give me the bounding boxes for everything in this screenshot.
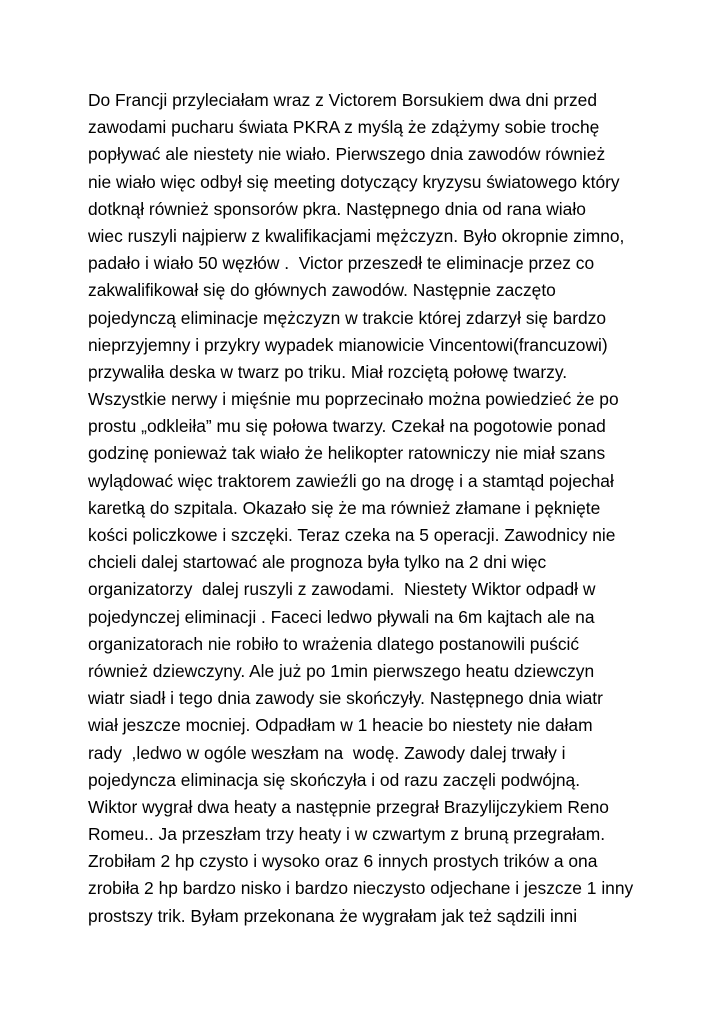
- text-line: przywaliła deska w twarz po triku. Miał rozciętą połowę twarzy.: [88, 361, 568, 382]
- text-line: kości policzkowe i szczęki. Teraz czeka na 5 operacji. Zawodnicy nie: [88, 525, 616, 545]
- text-line: również dziewczyny. Ale już po 1min pierwszego heatu dziewczyn: [88, 660, 595, 681]
- text-line: wiec ruszyli najpierw z kwalifikacjami mężczyzn. Było okropnie zimno,: [88, 225, 625, 246]
- text-line: prostszy trik. Byłam przekonana że wygrałam jak też sądzili inni: [88, 905, 578, 926]
- text-line: pojedyncza eliminacja się skończyła i od razu zaczęli podwójną.: [88, 769, 581, 790]
- text-line: Wszystkie nerwy i mięśnie mu poprzecinało można powiedzieć że po: [88, 389, 619, 410]
- text-line: wiatr siadł i tego dnia zawody sie skończyły. Następnego dnia wiatr: [88, 688, 603, 709]
- text-line: karetką do szpitala. Okazało się że ma również złamane i pęknięte: [88, 497, 601, 518]
- text-line: rady ,ledwo w ogóle weszłam na wodę. Zawody dalej trwały i: [88, 742, 566, 763]
- text-line: organizatorach nie robiło to wrażenia dlatego postanowili puścić: [88, 633, 580, 654]
- text-line: organizatorzy dalej ruszyli z zawodami. Niestety Wiktor odpadł w: [88, 579, 596, 600]
- text-line: padało i wiało 50 węzłów . Victor przeszedł te eliminacje przez co: [88, 253, 595, 274]
- text-line: chcieli dalej startować ale prognoza była tylko na 2 dni więc: [88, 552, 547, 573]
- text-line: zakwalifikował się do głównych zawodów. Następnie zaczęto: [88, 280, 556, 301]
- text-line: zawodami pucharu świata PKRA z myślą że zdążymy sobie trochę: [88, 117, 600, 138]
- text-line: godzinę ponieważ tak wiało że helikopter ratowniczy nie miał szans: [88, 443, 606, 464]
- text-line: prostu „odkleiła” mu się połowa twarzy. Czekał na pogotowie ponad: [88, 416, 606, 437]
- text-line: Do Francji przyleciałam wraz z Victorem Borsukiem dwa dni przed: [88, 90, 598, 110]
- text-line: dotknął również sponsorów pkra. Następnego dnia od rana wiało: [88, 198, 586, 219]
- text-line: wiał jeszcze mocniej. Odpadłam w 1 heacie bo niestety nie dałam: [88, 715, 593, 736]
- body-paragraph: [88, 87, 688, 930]
- text-line: pojedynczą eliminacje mężczyzn w trakcie której zdarzył się bardzo: [88, 307, 607, 328]
- text-line: wylądować więc traktorem zawieźli go na drogę i a stamtąd pojechał: [88, 470, 614, 491]
- text-line: zrobiła 2 hp bardzo nisko i bardzo nieczysto odjechane i jeszcze 1 inny: [88, 878, 634, 899]
- text-line: nieprzyjemny i przykry wypadek mianowicie Vincentowi(francuzowi): [88, 334, 608, 355]
- text-line: Wiktor wygrał dwa heaty a następnie przegrał Brazylijczykiem Reno: [88, 796, 609, 817]
- text-line: pojedynczej eliminacji . Faceci ledwo pływali na 6m kajtach ale na: [88, 606, 595, 627]
- text-line: Romeu.. Ja przeszłam trzy heaty i w czwartym z bruną przegrałam.: [88, 824, 606, 845]
- text-line: popływać ale niestety nie wiało. Pierwszego dnia zawodów również: [88, 144, 606, 165]
- text-line: nie wiało więc odbył się meeting dotyczący kryzysu światowego który: [88, 171, 620, 192]
- text-line: Zrobiłam 2 hp czysto i wysoko oraz 6 innych prostych trików a ona: [88, 851, 598, 872]
